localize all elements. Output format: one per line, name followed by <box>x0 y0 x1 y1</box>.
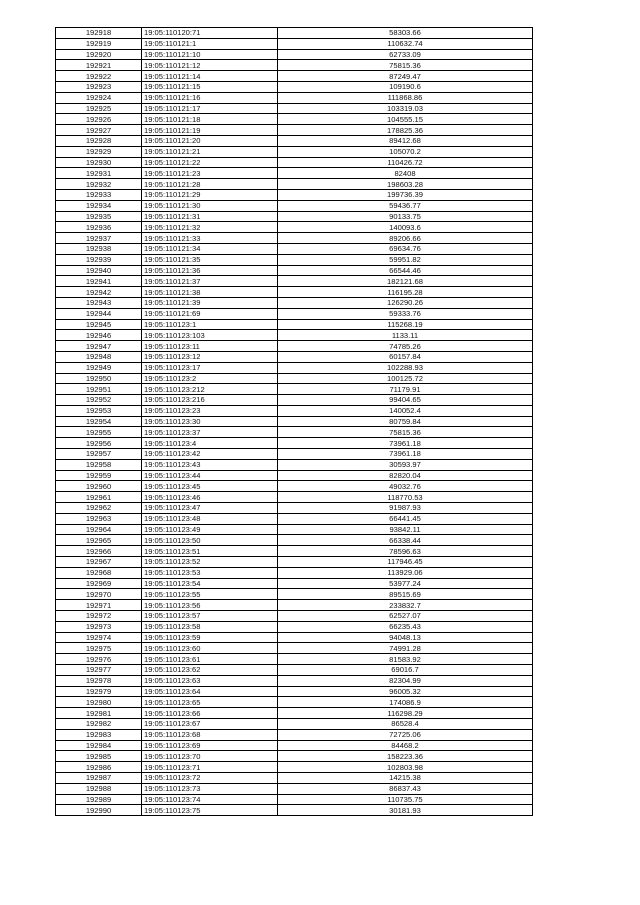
row-number-cell: 192922 <box>56 71 142 82</box>
cadastral-number-cell: 19:05:110121:15 <box>142 81 278 92</box>
value-cell: 82820.04 <box>278 470 533 481</box>
table-row <box>56 751 533 762</box>
table-row <box>56 60 533 71</box>
table-row <box>56 276 533 287</box>
cadastral-number-cell: 19:05:110121:30 <box>142 200 278 211</box>
row-number-cell: 192960 <box>56 481 142 492</box>
value-cell: 113929.06 <box>278 567 533 578</box>
row-number-cell: 192967 <box>56 557 142 568</box>
row-number-cell: 192931 <box>56 168 142 179</box>
table-row <box>56 341 533 352</box>
value-cell: 58303.66 <box>278 28 533 39</box>
row-number-cell: 192925 <box>56 103 142 114</box>
cadastral-number-cell: 19:05:110121:14 <box>142 71 278 82</box>
cadastral-number-cell: 19:05:110123:51 <box>142 546 278 557</box>
table-row <box>56 384 533 395</box>
value-cell: 59951.82 <box>278 254 533 265</box>
cadastral-number-cell: 19:05:110121:17 <box>142 103 278 114</box>
value-cell: 1133.11 <box>278 330 533 341</box>
row-number-cell: 192969 <box>56 578 142 589</box>
value-cell: 49032.76 <box>278 481 533 492</box>
cadastral-number-cell: 19:05:110123:42 <box>142 449 278 460</box>
table-row <box>56 189 533 200</box>
row-number-cell: 192972 <box>56 611 142 622</box>
value-cell: 82304.99 <box>278 675 533 686</box>
table-row <box>56 114 533 125</box>
table-row <box>56 49 533 60</box>
table-row <box>56 589 533 600</box>
table-row <box>56 535 533 546</box>
value-cell: 118770.53 <box>278 492 533 503</box>
value-cell: 66441.45 <box>278 513 533 524</box>
table-row <box>56 373 533 384</box>
value-cell: 116195.28 <box>278 287 533 298</box>
value-cell: 73961.18 <box>278 438 533 449</box>
row-number-cell: 192948 <box>56 351 142 362</box>
table-row <box>56 503 533 514</box>
table-row <box>56 92 533 103</box>
row-number-cell: 192940 <box>56 265 142 276</box>
row-number-cell: 192961 <box>56 492 142 503</box>
row-number-cell: 192934 <box>56 200 142 211</box>
value-cell: 174086.9 <box>278 697 533 708</box>
value-cell: 69634.76 <box>278 243 533 254</box>
row-number-cell: 192944 <box>56 308 142 319</box>
cadastral-number-cell: 19:05:110120:71 <box>142 28 278 39</box>
value-cell: 140052.4 <box>278 405 533 416</box>
table-row <box>56 449 533 460</box>
value-cell: 59333.76 <box>278 308 533 319</box>
table-body <box>56 28 533 816</box>
value-cell: 126290.26 <box>278 297 533 308</box>
row-number-cell: 192938 <box>56 243 142 254</box>
row-number-cell: 192935 <box>56 211 142 222</box>
table-row <box>56 686 533 697</box>
value-cell: 199736.39 <box>278 189 533 200</box>
cadastral-number-cell: 19:05:110121:38 <box>142 287 278 298</box>
row-number-cell: 192977 <box>56 665 142 676</box>
table-row <box>56 330 533 341</box>
cadastral-number-cell: 19:05:110123:70 <box>142 751 278 762</box>
cadastral-number-cell: 19:05:110123:55 <box>142 589 278 600</box>
value-cell: 62527.07 <box>278 611 533 622</box>
value-cell: 87249.47 <box>278 71 533 82</box>
cadastral-number-cell: 19:05:110123:65 <box>142 697 278 708</box>
cadastral-number-cell: 19:05:110123:46 <box>142 492 278 503</box>
cadastral-number-cell: 19:05:110123:45 <box>142 481 278 492</box>
row-number-cell: 192957 <box>56 449 142 460</box>
value-cell: 102803.98 <box>278 762 533 773</box>
cadastral-number-cell: 19:05:110123:61 <box>142 654 278 665</box>
value-cell: 78596.63 <box>278 546 533 557</box>
table-row <box>56 265 533 276</box>
cadastral-number-cell: 19:05:110123:75 <box>142 805 278 816</box>
cadastral-number-cell: 19:05:110121:18 <box>142 114 278 125</box>
value-cell: 103319.03 <box>278 103 533 114</box>
value-cell: 66544.46 <box>278 265 533 276</box>
row-number-cell: 192976 <box>56 654 142 665</box>
value-cell: 116298.29 <box>278 708 533 719</box>
value-cell: 94048.13 <box>278 632 533 643</box>
row-number-cell: 192956 <box>56 438 142 449</box>
value-cell: 99404.65 <box>278 395 533 406</box>
row-number-cell: 192936 <box>56 222 142 233</box>
value-cell: 104555.15 <box>278 114 533 125</box>
table-row <box>56 146 533 157</box>
value-cell: 74991.28 <box>278 643 533 654</box>
cadastral-number-cell: 19:05:110123:49 <box>142 524 278 535</box>
table-row <box>56 81 533 92</box>
cadastral-number-cell: 19:05:110121:16 <box>142 92 278 103</box>
cadastral-number-cell: 19:05:110123:73 <box>142 783 278 794</box>
value-cell: 233832.7 <box>278 600 533 611</box>
cadastral-number-cell: 19:05:110123:1 <box>142 319 278 330</box>
table-row <box>56 697 533 708</box>
data-table <box>55 27 533 816</box>
row-number-cell: 192985 <box>56 751 142 762</box>
cadastral-number-cell: 19:05:110121:32 <box>142 222 278 233</box>
cadastral-number-cell: 19:05:110121:22 <box>142 157 278 168</box>
value-cell: 86837.43 <box>278 783 533 794</box>
value-cell: 115268.19 <box>278 319 533 330</box>
cadastral-number-cell: 19:05:110123:43 <box>142 459 278 470</box>
row-number-cell: 192932 <box>56 179 142 190</box>
row-number-cell: 192926 <box>56 114 142 125</box>
cadastral-number-cell: 19:05:110123:72 <box>142 772 278 783</box>
value-cell: 110735.75 <box>278 794 533 805</box>
cadastral-number-cell: 19:05:110123:47 <box>142 503 278 514</box>
row-number-cell: 192943 <box>56 297 142 308</box>
value-cell: 66235.43 <box>278 621 533 632</box>
value-cell: 110632.74 <box>278 38 533 49</box>
table-row <box>56 157 533 168</box>
row-number-cell: 192989 <box>56 794 142 805</box>
value-cell: 100125.72 <box>278 373 533 384</box>
value-cell: 62733.09 <box>278 49 533 60</box>
table-row <box>56 71 533 82</box>
cadastral-number-cell: 19:05:110121:69 <box>142 308 278 319</box>
row-number-cell: 192919 <box>56 38 142 49</box>
row-number-cell: 192983 <box>56 729 142 740</box>
table-row <box>56 600 533 611</box>
value-cell: 93842.11 <box>278 524 533 535</box>
row-number-cell: 192958 <box>56 459 142 470</box>
cadastral-number-cell: 19:05:110123:50 <box>142 535 278 546</box>
value-cell: 71179.91 <box>278 384 533 395</box>
value-cell: 158223.36 <box>278 751 533 762</box>
cadastral-number-cell: 19:05:110123:17 <box>142 362 278 373</box>
value-cell: 30181.93 <box>278 805 533 816</box>
table-row <box>56 254 533 265</box>
value-cell: 140093.6 <box>278 222 533 233</box>
row-number-cell: 192955 <box>56 427 142 438</box>
cadastral-number-cell: 19:05:110121:37 <box>142 276 278 287</box>
row-number-cell: 192971 <box>56 600 142 611</box>
table-row <box>56 243 533 254</box>
table-row <box>56 28 533 39</box>
table-row <box>56 762 533 773</box>
table-row <box>56 211 533 222</box>
cadastral-number-cell: 19:05:110121:20 <box>142 135 278 146</box>
table-row <box>56 654 533 665</box>
table-row <box>56 794 533 805</box>
table-row <box>56 513 533 524</box>
row-number-cell: 192918 <box>56 28 142 39</box>
cadastral-number-cell: 19:05:110121:10 <box>142 49 278 60</box>
value-cell: 69016.7 <box>278 665 533 676</box>
row-number-cell: 192928 <box>56 135 142 146</box>
table-row <box>56 233 533 244</box>
table-row <box>56 643 533 654</box>
table-row <box>56 135 533 146</box>
row-number-cell: 192927 <box>56 125 142 136</box>
cadastral-number-cell: 19:05:110123:66 <box>142 708 278 719</box>
row-number-cell: 192970 <box>56 589 142 600</box>
table-row <box>56 708 533 719</box>
row-number-cell: 192974 <box>56 632 142 643</box>
value-cell: 82408 <box>278 168 533 179</box>
cadastral-number-cell: 19:05:110123:48 <box>142 513 278 524</box>
value-cell: 53977.24 <box>278 578 533 589</box>
cadastral-number-cell: 19:05:110123:59 <box>142 632 278 643</box>
value-cell: 105070.2 <box>278 146 533 157</box>
value-cell: 30593.97 <box>278 459 533 470</box>
cadastral-number-cell: 19:05:110123:44 <box>142 470 278 481</box>
value-cell: 73961.18 <box>278 449 533 460</box>
cadastral-number-cell: 19:05:110123:58 <box>142 621 278 632</box>
cadastral-number-cell: 19:05:110121:19 <box>142 125 278 136</box>
value-cell: 74785.26 <box>278 341 533 352</box>
value-cell: 110426.72 <box>278 157 533 168</box>
table-row <box>56 351 533 362</box>
row-number-cell: 192937 <box>56 233 142 244</box>
cadastral-number-cell: 19:05:110121:28 <box>142 179 278 190</box>
row-number-cell: 192978 <box>56 675 142 686</box>
row-number-cell: 192929 <box>56 146 142 157</box>
value-cell: 109190.6 <box>278 81 533 92</box>
value-cell: 59436.77 <box>278 200 533 211</box>
table-row <box>56 611 533 622</box>
row-number-cell: 192962 <box>56 503 142 514</box>
cadastral-number-cell: 19:05:110121:33 <box>142 233 278 244</box>
value-cell: 89515.69 <box>278 589 533 600</box>
value-cell: 14215.38 <box>278 772 533 783</box>
cadastral-number-cell: 19:05:110121:35 <box>142 254 278 265</box>
table-row <box>56 287 533 298</box>
table-row <box>56 729 533 740</box>
table-row <box>56 395 533 406</box>
table-row <box>56 319 533 330</box>
cadastral-number-cell: 19:05:110123:54 <box>142 578 278 589</box>
value-cell: 89412.68 <box>278 135 533 146</box>
cadastral-number-cell: 19:05:110123:71 <box>142 762 278 773</box>
value-cell: 84468.2 <box>278 740 533 751</box>
table-row <box>56 308 533 319</box>
row-number-cell: 192964 <box>56 524 142 535</box>
row-number-cell: 192952 <box>56 395 142 406</box>
table-row <box>56 200 533 211</box>
row-number-cell: 192981 <box>56 708 142 719</box>
cadastral-number-cell: 19:05:110123:68 <box>142 729 278 740</box>
table-row <box>56 416 533 427</box>
table-row <box>56 740 533 751</box>
table-row <box>56 103 533 114</box>
cadastral-number-cell: 19:05:110123:52 <box>142 557 278 568</box>
value-cell: 111868.86 <box>278 92 533 103</box>
row-number-cell: 192939 <box>56 254 142 265</box>
cadastral-number-cell: 19:05:110121:36 <box>142 265 278 276</box>
row-number-cell: 192959 <box>56 470 142 481</box>
row-number-cell: 192982 <box>56 719 142 730</box>
row-number-cell: 192946 <box>56 330 142 341</box>
table-row <box>56 719 533 730</box>
table-row <box>56 524 533 535</box>
value-cell: 81583.92 <box>278 654 533 665</box>
cadastral-number-cell: 19:05:110123:62 <box>142 665 278 676</box>
row-number-cell: 192966 <box>56 546 142 557</box>
value-cell: 198603.28 <box>278 179 533 190</box>
row-number-cell: 192920 <box>56 49 142 60</box>
cadastral-number-cell: 19:05:110123:212 <box>142 384 278 395</box>
cadastral-number-cell: 19:05:110123:103 <box>142 330 278 341</box>
row-number-cell: 192987 <box>56 772 142 783</box>
table-row <box>56 222 533 233</box>
value-cell: 178825.36 <box>278 125 533 136</box>
table-row <box>56 481 533 492</box>
value-cell: 117946.45 <box>278 557 533 568</box>
row-number-cell: 192975 <box>56 643 142 654</box>
cadastral-number-cell: 19:05:110123:37 <box>142 427 278 438</box>
row-number-cell: 192950 <box>56 373 142 384</box>
table-row <box>56 492 533 503</box>
row-number-cell: 192924 <box>56 92 142 103</box>
table-row <box>56 438 533 449</box>
value-cell: 86528.4 <box>278 719 533 730</box>
value-cell: 89206.66 <box>278 233 533 244</box>
row-number-cell: 192984 <box>56 740 142 751</box>
row-number-cell: 192930 <box>56 157 142 168</box>
table-row <box>56 665 533 676</box>
row-number-cell: 192953 <box>56 405 142 416</box>
cadastral-number-cell: 19:05:110121:12 <box>142 60 278 71</box>
value-cell: 102288.93 <box>278 362 533 373</box>
table-row <box>56 297 533 308</box>
row-number-cell: 192945 <box>56 319 142 330</box>
cadastral-number-cell: 19:05:110123:23 <box>142 405 278 416</box>
row-number-cell: 192933 <box>56 189 142 200</box>
row-number-cell: 192921 <box>56 60 142 71</box>
row-number-cell: 192951 <box>56 384 142 395</box>
value-cell: 96005.32 <box>278 686 533 697</box>
table-row <box>56 783 533 794</box>
cadastral-number-cell: 19:05:110123:64 <box>142 686 278 697</box>
table-row <box>56 557 533 568</box>
cadastral-number-cell: 19:05:110123:12 <box>142 351 278 362</box>
value-cell: 91987.93 <box>278 503 533 514</box>
value-cell: 90133.75 <box>278 211 533 222</box>
cadastral-number-cell: 19:05:110121:29 <box>142 189 278 200</box>
row-number-cell: 192980 <box>56 697 142 708</box>
cadastral-number-cell: 19:05:110123:74 <box>142 794 278 805</box>
value-cell: 182121.68 <box>278 276 533 287</box>
cadastral-number-cell: 19:05:110123:57 <box>142 611 278 622</box>
row-number-cell: 192968 <box>56 567 142 578</box>
table-row <box>56 125 533 136</box>
row-number-cell: 192988 <box>56 783 142 794</box>
cadastral-number-cell: 19:05:110123:216 <box>142 395 278 406</box>
row-number-cell: 192954 <box>56 416 142 427</box>
table-row <box>56 362 533 373</box>
table-row <box>56 632 533 643</box>
table-row <box>56 567 533 578</box>
table-row <box>56 427 533 438</box>
cadastral-number-cell: 19:05:110123:30 <box>142 416 278 427</box>
value-cell: 75815.36 <box>278 60 533 71</box>
cadastral-number-cell: 19:05:110123:69 <box>142 740 278 751</box>
row-number-cell: 192986 <box>56 762 142 773</box>
cadastral-number-cell: 19:05:110123:63 <box>142 675 278 686</box>
cadastral-number-cell: 19:05:110123:53 <box>142 567 278 578</box>
table-row <box>56 38 533 49</box>
table-row <box>56 772 533 783</box>
row-number-cell: 192947 <box>56 341 142 352</box>
value-cell: 75815.36 <box>278 427 533 438</box>
row-number-cell: 192990 <box>56 805 142 816</box>
value-cell: 60157.84 <box>278 351 533 362</box>
table-row <box>56 578 533 589</box>
table-row <box>56 405 533 416</box>
cadastral-number-cell: 19:05:110121:39 <box>142 297 278 308</box>
row-number-cell: 192979 <box>56 686 142 697</box>
row-number-cell: 192949 <box>56 362 142 373</box>
row-number-cell: 192923 <box>56 81 142 92</box>
table-row <box>56 459 533 470</box>
value-cell: 66338.44 <box>278 535 533 546</box>
table-row <box>56 621 533 632</box>
row-number-cell: 192942 <box>56 287 142 298</box>
value-cell: 72725.06 <box>278 729 533 740</box>
row-number-cell: 192973 <box>56 621 142 632</box>
cadastral-number-cell: 19:05:110123:2 <box>142 373 278 384</box>
cadastral-number-cell: 19:05:110121:23 <box>142 168 278 179</box>
cadastral-number-cell: 19:05:110121:31 <box>142 211 278 222</box>
cadastral-number-cell: 19:05:110121:21 <box>142 146 278 157</box>
table-row <box>56 805 533 816</box>
table-row <box>56 179 533 190</box>
cadastral-number-cell: 19:05:110121:34 <box>142 243 278 254</box>
table-row <box>56 168 533 179</box>
value-cell: 80759.84 <box>278 416 533 427</box>
cadastral-number-cell: 19:05:110123:56 <box>142 600 278 611</box>
cadastral-number-cell: 19:05:110123:11 <box>142 341 278 352</box>
row-number-cell: 192965 <box>56 535 142 546</box>
table-row <box>56 675 533 686</box>
row-number-cell: 192941 <box>56 276 142 287</box>
cadastral-number-cell: 19:05:110123:4 <box>142 438 278 449</box>
table-row <box>56 546 533 557</box>
cadastral-number-cell: 19:05:110123:60 <box>142 643 278 654</box>
cadastral-number-cell: 19:05:110123:67 <box>142 719 278 730</box>
cadastral-number-cell: 19:05:110121:1 <box>142 38 278 49</box>
table-row <box>56 470 533 481</box>
row-number-cell: 192963 <box>56 513 142 524</box>
